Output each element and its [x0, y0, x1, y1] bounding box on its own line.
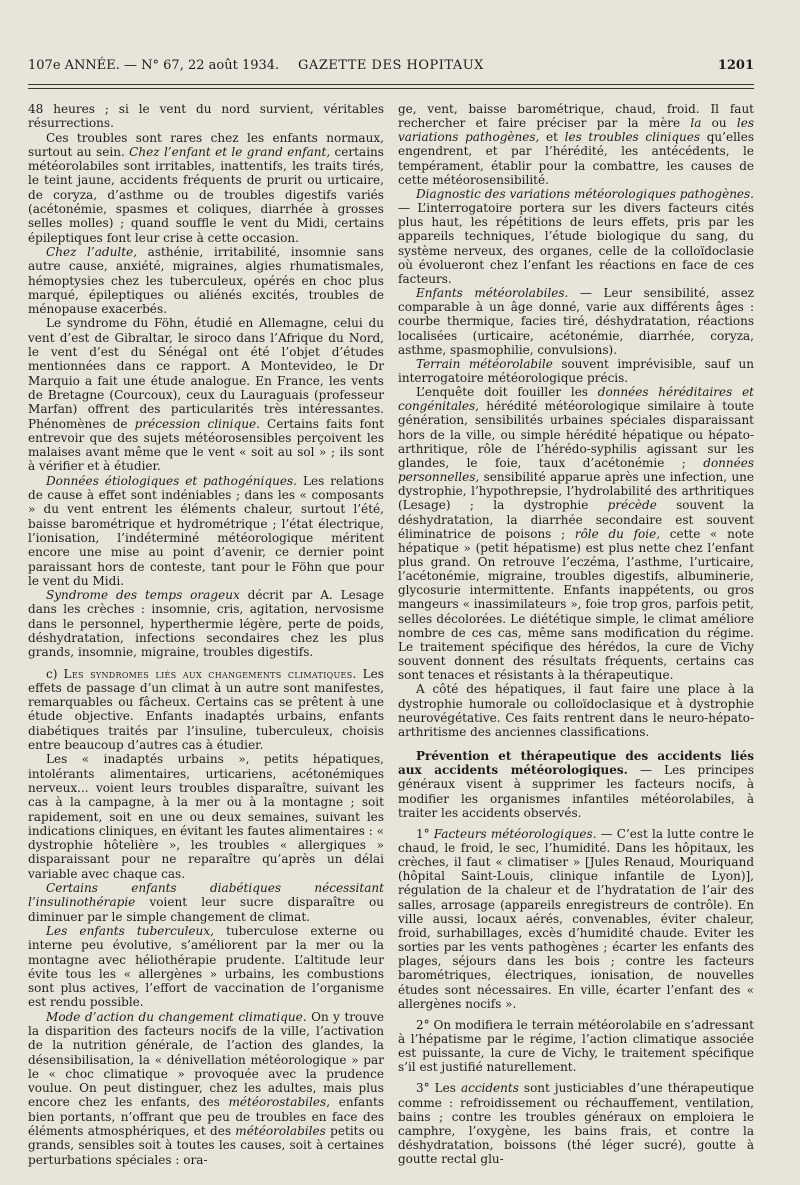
text-run: 2° On modifiera le terrain météorolabile en s’adressant à l’hépatisme par le régime, l’action climatique associée est puissante, la cure de Vichy, le traitement spécifique s’il est justifié naturellement.: [398, 1017, 754, 1075]
text-run: décrit par A. Lesage dans les crèches : insomnie, cris, agitation, nervosisme dans le personnel, hyperthermie légère, perte de poids, déshydratation, infections secondaires chez les plus grands, insomnie, migraine, troubles digestifs.: [28, 588, 385, 660]
styled-text-run: données héréditaires et congénitales,: [398, 385, 754, 414]
styled-text-run: Mode d’action du changement climatique.: [46, 1009, 307, 1024]
text-run: — Les principes généraux visent à supprimer les facteurs nocifs, à modifier les organismes infantiles météorolabiles, à traiter les accidents observés.: [398, 763, 754, 820]
text-run: — L’interrogatoire portera sur les divers facteurs cités plus haut, les répétitions de leurs effets, pris par les appareils techniques, l’étude biologique du sang, du système nerveux, des organes, celle de la colloïdoclasie où évolueront chez l’enfant les réactions en face de ces facteurs.: [398, 201, 754, 286]
text-run: 1°: [416, 826, 434, 841]
page-number: 1201: [717, 58, 754, 73]
text-run: souvent imprévisible, sauf un interrogatoire météorologique précis.: [398, 356, 754, 385]
header-rule-top: [28, 84, 754, 85]
text-run: Le syndrome du Föhn, étudié en Allemagne, celui du vent d’est de Gibraltar, le siroco dans l’Afrique du Nord, le vent d’est du Sénégal ont été l’objet d’études mentionnées dans ce rapport. A Montevideo, le Dr Marquio a fait une étude analogue. En France, les vents de Bretagne (Courcoux), ceux du Lauraguais (professeur Marfan) offrent des particularités très intéressantes. Phénomènes de: [28, 316, 384, 431]
styled-text-run: météorolabiles: [235, 1124, 326, 1139]
publication-title: GAZETTE DES HOPITAUX: [298, 58, 484, 73]
text-run: Les effets de passage d’un climat à un autre sont manifestes, remarquables ou fâcheux. Certains cas se prêtent à une étude objective. Enfants inadaptés urbains, enfants diabétiques traités par l’insuline, tuberculeux, choisis entre beaucoup d’autres cas à étudier.: [28, 666, 384, 753]
styled-text-run: rôle du foie,: [574, 526, 661, 541]
styled-text-run: Données étiologiques et pathogéniques.: [46, 473, 297, 488]
text-run: ge, vent, baisse barométrique, chaud, froid. Il faut rechercher et faire préciser par la mère: [398, 102, 754, 131]
text-run: enfants bien portants, n’offrant que peu de troubles en face des éléments atmosphériques, et des: [28, 1095, 384, 1139]
text-run: qu’elles engendrent, et par l’hérédité, les antécédents, le tempérament, établir pour la combattre, les causes de cette météorosensibilité.: [398, 130, 754, 187]
paragraph: [28, 588, 384, 659]
text-run: sont justiciables d’une thérapeutique comme : refroidissement ou réchauffement, ventilation, bains ; contre les troubles généraux on emploiera le camphre, l’oxygène, les bains frais, et contre la déshydratation, boissons (thé léger sucré), goutte à goutte rectal glu-: [398, 1081, 754, 1167]
paragraph: [28, 474, 384, 588]
text-run: ou: [701, 116, 737, 131]
styled-text-run: la: [690, 116, 702, 131]
styled-text-run: Terrain météorolabile: [416, 356, 553, 371]
text-run: cette « note hépatique » (petit hépatisme) est plus nette chez l’enfant plus grand. On retrouve l’eczéma, l’asthme, l’urticaire, l’acétonémie, migraine, troubles digestifs, albuminerie, glycosurie intermittente. Enfants inappétents, ou gros mangeurs « inassimilateurs », foie trop gros, parfois petit, selles décolorées. Le diététique simple, le climat améliore nombre de ces cas, même sans modification du régime. Le traitement spécifique des hérédos, la cure de Vichy souvent donnent des résultats fréquents, certains cas sont tenaces et résistants à la thérapeutique.: [398, 526, 754, 683]
text-run: — C’est la lutte contre le chaud, le froid, le sec, l’humidité. Dans les hôpitaux, les crèches, il faut « climatiser » [Jules Renaud, Mouriquand (hôpital Saint-Louis, clinique infantile de Lyon)], régulation de la chaleur et de l’hydratation de l’air des salles, arrosage (appareils enregistreurs de contrôle). En ville aussi, locaux aérés, convenables, éviter chaleur, froid, surhabillages, excès d’humidité chaude. Eviter les sorties par les vents pathogènes ; écarter les enfants des plages, séjours dans les bois ; contre les facteurs barométriques, électriques, ionisation, de nouvelles études sont nécessaires. En ville, écarter l’enfant des « allergènes nocifs ».: [398, 826, 755, 1011]
paragraph: [28, 245, 384, 316]
paragraph: Les « inadaptés urbains », petits hépatiques, intolérants alimentaires, urticariens, acétonémiques nerveux... voient leurs troubles disparaître, suivant les cas à la campagne, à la mer ou à la montagne ; soit rapidement, soit en une ou deux semaines, suivant les indications cliniques, en évitant les fautes alimentaires : « dystrophie hôtelière », les troubles « allergiques » disparaissant pour ne reparaître qu’après un délai variable avec chaque cas.: [28, 752, 384, 881]
styled-text-run: Facteurs météorologiques.: [433, 826, 597, 841]
styled-text-run: Certains enfants diabétiques nécessitant l’insulinothérapie: [28, 881, 384, 910]
styled-text-run: précède: [607, 498, 657, 513]
paragraph: [398, 357, 754, 385]
paragraph: [398, 102, 754, 187]
paragraph: [398, 1081, 754, 1166]
paragraph: 48 heures ; si le vent du nord survient, véritables résurrections.: [28, 102, 384, 131]
text-run: voient leur sucre disparaître ou diminuer par le simple changement de climat.: [28, 895, 384, 924]
styled-text-run: Prévention et thérapeutique des accidents liés aux accidents météorologiques.: [398, 749, 754, 778]
styled-text-run: données personnelles,: [398, 455, 754, 485]
text-run: souvent la déshydratation, la diarrhée secondaire est souvent éliminatrice de poisons ;: [398, 498, 755, 541]
issue-info: 107e ANNÉE. — N° 67, 22 août 1934.: [28, 58, 280, 73]
header-rule-bottom: [28, 88, 754, 89]
text-run: hérédité météorologique similaire à toute génération, sensibilités urbaines spéciales disparaissant hors de la ville, ou simple hérédité hépatique ou hépato-arthritique, rôle de l’hérédo-syphilis agissant sur les glandes, le foie, taux d’acétonémie ;: [398, 399, 754, 470]
styled-text-run: Enfants météorolabiles.: [416, 286, 569, 301]
styled-text-run: les variations pathogènes,: [398, 116, 754, 145]
page-header: [28, 58, 754, 78]
text-run: Ces troubles sont rares chez les enfants normaux, surtout au sein.: [28, 130, 384, 159]
styled-text-run: Les enfants tuberculeux,: [46, 923, 214, 938]
paragraph: [398, 749, 754, 820]
paragraph: [398, 286, 754, 357]
paragraph: [398, 1018, 754, 1075]
paragraph: A côté des hépatiques, il faut faire une place à la dystrophie humorale ou colloïdoclasique et à dystrophie neurovégétative. Ces faits rentrent dans le neuro-hépato-arthritisme des anciennes classifications.: [398, 682, 754, 739]
text-run: 3° Les: [416, 1081, 461, 1096]
right-column: [398, 102, 754, 1166]
paragraph: [28, 1010, 384, 1167]
text-run: tuberculose externe ou interne peu évolutive, s’améliorent par la mer ou la montagne avec héliothérapie prudente. L’altitude leur évite tous les « allergènes » urbains, les combustions sont plus actives, l’effort de vaccination de l’organisme est rendu possible.: [28, 923, 384, 1010]
styled-text-run: précession clinique.: [134, 416, 260, 431]
paragraph: [398, 187, 754, 286]
styled-text-run: Chez l’adulte,: [46, 244, 138, 259]
text-run: Les relations de cause à effet sont indéniables ; dans les « composants » du vent entrent les éléments chaleur, surtout l’été, baisse barométrique et hydrométrique ; l’état électrique, l’ionisation, l’indéterminé météorologique méritent encore une mise au point d’avenir, ce dernier point paraissant hors de conteste, tant pour le Föhn que pour le vent du Midi.: [28, 473, 384, 588]
paragraph: [28, 924, 384, 1010]
styled-text-run: Les syndromes liés aux changements climatiques.: [63, 666, 357, 681]
paragraph: [28, 316, 384, 473]
styled-text-run: Syndrome des temps orageux: [46, 588, 240, 603]
paragraph: [28, 667, 384, 753]
text-run: On y trouve la disparition des facteurs nocifs de la ville, l’activation de la nutrition générale, de l’action des glandes, la désensibilisation, la « dénivellation météorologique » par le « choc climatique » provoquée avec la prudence voulue. On peut distinguer, chez les adultes, mais plus encore chez les enfants, des: [28, 1009, 384, 1110]
text-run: Certains faits font entrevoir que des sujets météorosensibles perçoivent les malaises avant même que le vent « soit au sol » ; ils sont à vérifier et à étudier.: [28, 416, 384, 474]
text-run: certains météorolabiles sont irritables, inattentifs, les traits tirés, le teint jaune, accidents fréquents de prurit ou urticaire, de coryza, d’asthme ou de troubles digestifs variés (acétonémie, spasmes et coliques, diarrhée à grosses selles molles) ; quand souffle le vent du Midi, certains épileptiques font leur crise à cette occasion.: [28, 144, 384, 245]
styled-text-run: accidents: [460, 1081, 519, 1096]
styled-text-run: météorostabiles,: [228, 1095, 331, 1110]
paragraph: [28, 131, 384, 245]
paragraph: [28, 881, 384, 924]
left-column: [28, 102, 384, 1167]
styled-text-run: Chez l’enfant et le grand enfant,: [129, 144, 331, 159]
text-run: sensibilité apparue après une infection, une dystrophie, l’hypothrepsie, l’hydrolabilité des arthritiques (Lesage) ; la dystrophie: [398, 470, 754, 513]
text-run: et: [539, 130, 565, 145]
paragraph: [398, 827, 754, 1011]
text-run: L’enquête doit fouiller les: [416, 385, 598, 400]
text-run: c): [46, 666, 64, 681]
text-run: — Leur sensibilité, assez comparable à un âge donné, varie aux différents âges : courbe thermique, facies tiré, déshydratation, réactions localisées (urticaire, acétonémie, diarrhée, coryza, asthme, spasmophilie, convulsions).: [398, 286, 754, 357]
text-run: asthénie, irritabilité, insomnie sans autre cause, anxiété, migraines, algies rhumatismales, hémoptysies chez les tuberculeux, opérés en choc plus marqué, épileptiques ou aliénés excités, troubles de ménopause exacerbés.: [28, 244, 384, 317]
styled-text-run: Diagnostic des variations météorologiques pathogènes.: [416, 186, 754, 201]
paragraph: [398, 385, 754, 682]
styled-text-run: les troubles cliniques: [564, 130, 701, 145]
text-run: petits ou grands, sensibles soit à toutes les causes, soit à certaines perturbations spéciales : ora-: [28, 1124, 384, 1167]
